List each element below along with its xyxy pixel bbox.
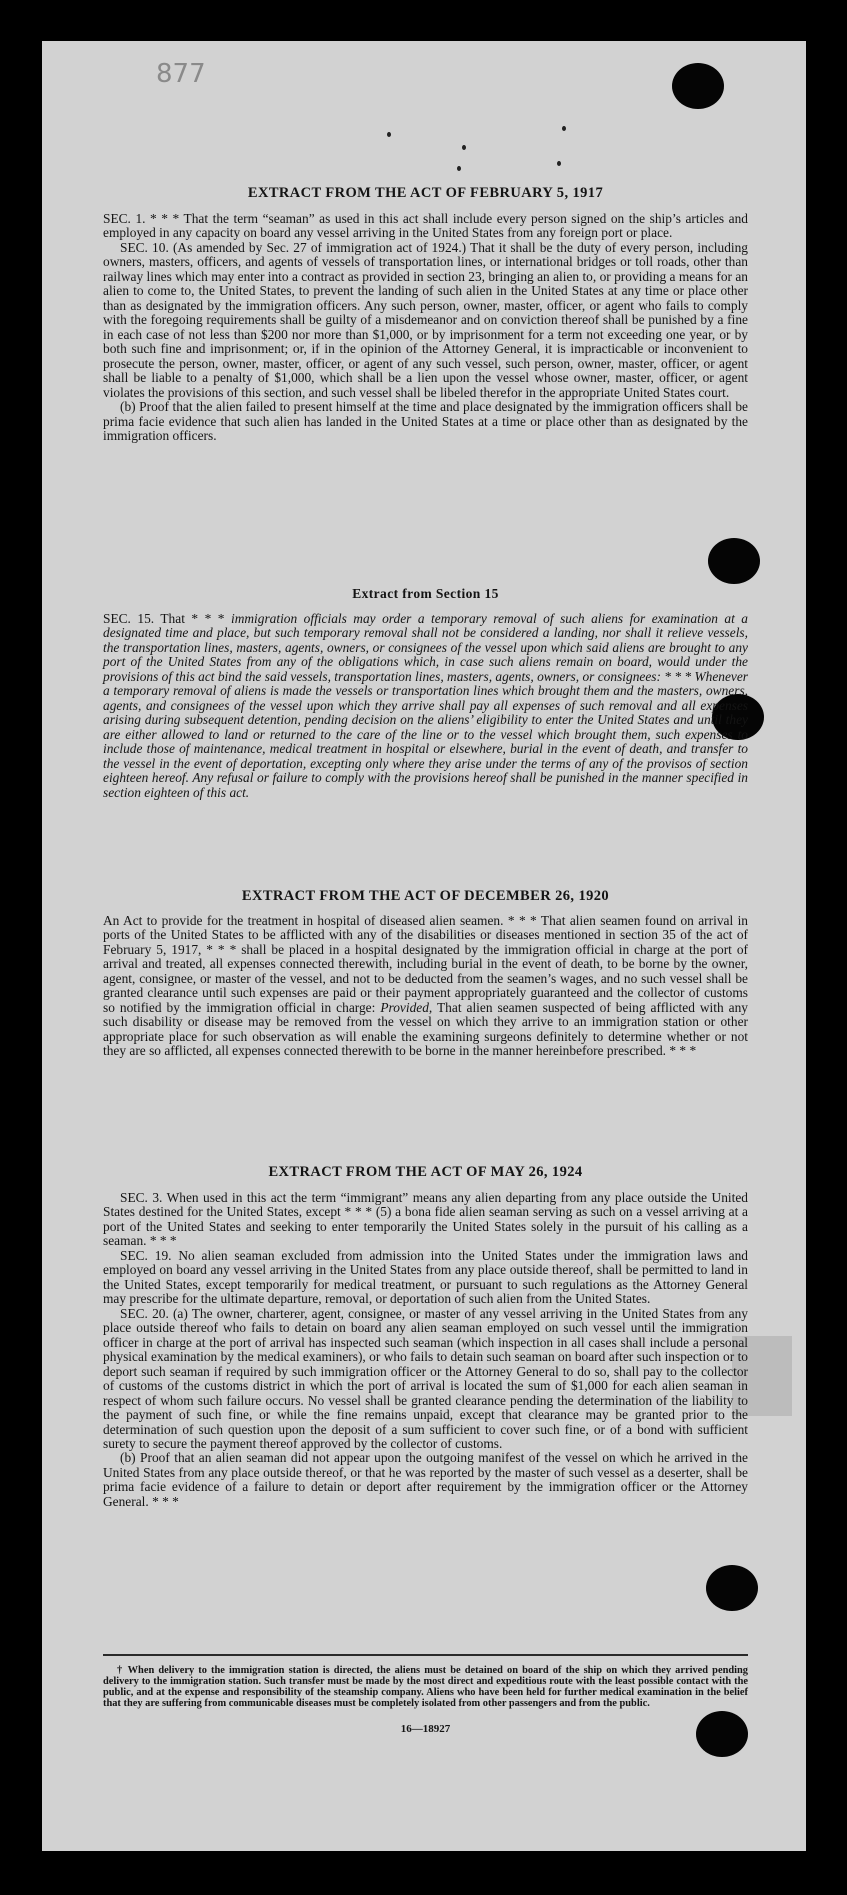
footnote-block [103,1665,748,1735]
footnote-text: † When delivery to the immigration station is directed, the aliens must be detained on board of the ship on which they arrived pending delivery to the immigration station. Such transfer must be made by the most direct and expeditious route with the least possible contact with the public, and at the expense and responsibility of the steamship company. Aliens who have been held for further medical examination in the belief that they are suffering from communicable diseases must be completely isolated from other passengers and from the public. [103,1665,748,1710]
punch-hole [672,63,724,109]
sec-10-b-paragraph: (b) Proof that the alien failed to present himself at the time and place designated by the immigration officers shall be prima facie evidence that such alien has landed in the United States at a time or place other than as designated by the immigration officers. [103,399,748,444]
sec-10-paragraph: SEC. 10. (As amended by Sec. 27 of immigration act of 1924.) That it shall be the duty of every person, including owners, masters, officers, and agents of vessels of transportation lines, or international bridges or toll roads, other than railway lines which may enter into a contract as provided in section 23, bringing an alien to, or providing a means for an alien to come to, the United States, to prevent the landing of such alien in the United States at any time or place other than as designated by the immigration officers. Any such person, owner, master, officer, or agent who fails to comply with the foregoing requirements shall be guilty of a misdemeanor and on conviction thereof shall be punished by a fine in each case of not less than $200 nor more than $1,000, or by imprisonment for a term not exceeding one year, or by both such fine and imprisonment; or, if in the opinion of the Attorney General, it is impracticable or inconvenient to prosecute the person, owner, master, officer, or agent of any such vessel, such person, owner, master, officer, or agent shall be liable to a penalty of $1,000, which shall be a lien upon the vessel whose owner, master, officer, or agent violates the provisions of this section, and such vessel shall be libeled therefor in the appropriate United States court. [103,239,748,400]
speck [387,132,391,137]
section-feb-1917 [103,185,748,444]
dec-1920-paragraph [103,914,748,1059]
sec-20-b-paragraph: (b) Proof that an alien seaman did not appear upon the outgoing manifest of the vessel on which he arrived in the United States from any place outside thereof, or that he was reported by the master of such vessel as a deserter, shall be prima facie evidence of a failure to detain or deport after requirement by the immigration officer or the Attorney General. * * * [103,1450,748,1509]
sec-1-paragraph: SEC. 1. * * * That the term “seaman” as used in this act shall include every person signed on the ship’s articles and employed in any capacity on board any vessel arriving in the United States from any foreign port or place. [103,211,748,241]
pencil-note: 877 [156,59,206,89]
document-page [42,41,806,1851]
sec-15-paragraph [103,612,748,800]
dec-1920-text: An Act to provide for the treatment in hospital of diseased alien seamen. * * * That alien seamen found on arrival in ports of the United States to be afflicted with any of the disabilities or diseases mentioned in section 35 of the act of February 5, 1917, * * * shall be placed in a hospital designated by the immigration official in charge at the port of arrival and treated, all expenses connected therewith, including burial in the event of death, to be borne by the owner, agent, consignee, or master of the vessel, and not to be deducted from the seamen’s wages, and no such vessel shall be granted clearance until such expenses are paid or their payment appropriately guaranteed and the collector of customs so notified by the immigration official in charge: [103,913,748,1015]
form-number: 16—18927 [400,1723,451,1736]
speck [562,126,566,131]
punch-hole [706,1565,758,1611]
speck [457,166,461,171]
section-may-1924 [103,1164,748,1509]
heading-feb-1917: EXTRACT FROM THE ACT OF FEBRUARY 5, 1917 [247,185,604,201]
sec-15-lead: SEC. 15. That * * * [103,611,225,626]
speck [557,161,561,166]
sec-20-a-paragraph: SEC. 20. (a) The owner, charterer, agent, consignee, or master of any vessel arriving in the United States from any place outside thereof who fails to detain on board any alien seaman employed on such vessel until the immigration officer in charge at the port of arrival has inspected such seaman (which inspection in all cases shall include a personal physical examination by the medical examiners), or who fails to detain such seaman on board after such inspection or to deport such seaman if required by such immigration officer or the Attorney General to do so, shall pay to the collector of customs of the customs district in which the port of arrival is located the sum of $1,000 for each alien seaman in respect of whom such failure occurs. No vessel shall be granted clearance pending the determination of the liability to the payment of such fine, or while the fine remains unpaid, except that clearance may be granted prior to the determination of such question upon the deposit of a sum sufficient to cover such fine, or of a bond with sufficient surety to secure the payment thereof approved by the collector of customs. [103,1305,748,1451]
footnote-rule [103,1654,748,1656]
section-15 [103,586,748,800]
dec-1920-proviso: That alien seamen suspected of being afflicted with any such disability or disease may be removed from the vessel on which they arrive to an immigration station or other appropriate place for such observation as will enable the examining surgeons definitely to determine whether or not they are so afflicted, all expenses connected therewith to be borne in the manner hereinbefore prescribed. * * * [103,999,748,1059]
sec-3-paragraph: SEC. 3. When used in this act the term “immigrant” means any alien departing from any place outside the United States destined for the United States, except * * * (5) a bona fide alien seaman serving as such on a vessel arriving at a port of the United States and seeking to enter temporarily the United States solely in the pursuit of his calling as a seaman. * * * [103,1190,748,1249]
heading-may-1924: EXTRACT FROM THE ACT OF MAY 26, 1924 [268,1164,583,1180]
sec-15-text: immigration officials may order a temporary removal of such aliens for examination at a designated time and place, but such temporary removal shall not be considered a landing, nor shall it relieve vessels, the transportation lines, masters, agents, owners, or consignees of the vessel upon which said aliens are brought to any port of the United States from any of the obligations which, in case such aliens remain on board, would under the provisions of this act bind the said vessels, transportation lines, masters, agents, owners, or consignees: * * * Whenever a temporary removal of aliens is made the vessels or transportation lines which brought them and the masters, owners, agents, and consignees of the vessel upon which they arrive shall pay all expenses of such removal and all expenses arising during subsequent detention, pending decision on the aliens’ eligibility to enter the United States and until they are either allowed to land or returned to the care of the line or to the vessel which brought them, such expenses to include those of maintenance, medical treatment in hospital or elsewhere, burial in the event of death, and transfer to the vessel in the event of deportation, excepting only where they arise under the terms of any of the provisos of section eighteen hereof. Any refusal or failure to comply with the provisions hereof shall be punished in the manner specified in section eighteen of this act. [103,611,748,800]
heading-section-15: Extract from Section 15 [352,586,499,601]
section-dec-1920 [103,888,748,1059]
sec-19-paragraph: SEC. 19. No alien seaman excluded from admission into the United States under the immigration laws and employed on board any vessel arriving in the United States from any place outside thereof, shall be permitted to land in the United States, except temporarily for medical treatment, or pursuant to such regulations as the Attorney General may prescribe for the ultimate departure, removal, or deportation of such alien from the United States. [103,1247,748,1307]
punch-hole [708,538,760,584]
speck [462,145,466,150]
heading-dec-1920: EXTRACT FROM THE ACT OF DECEMBER 26, 1920 [241,888,610,904]
provided-word: Provided, [380,999,433,1015]
